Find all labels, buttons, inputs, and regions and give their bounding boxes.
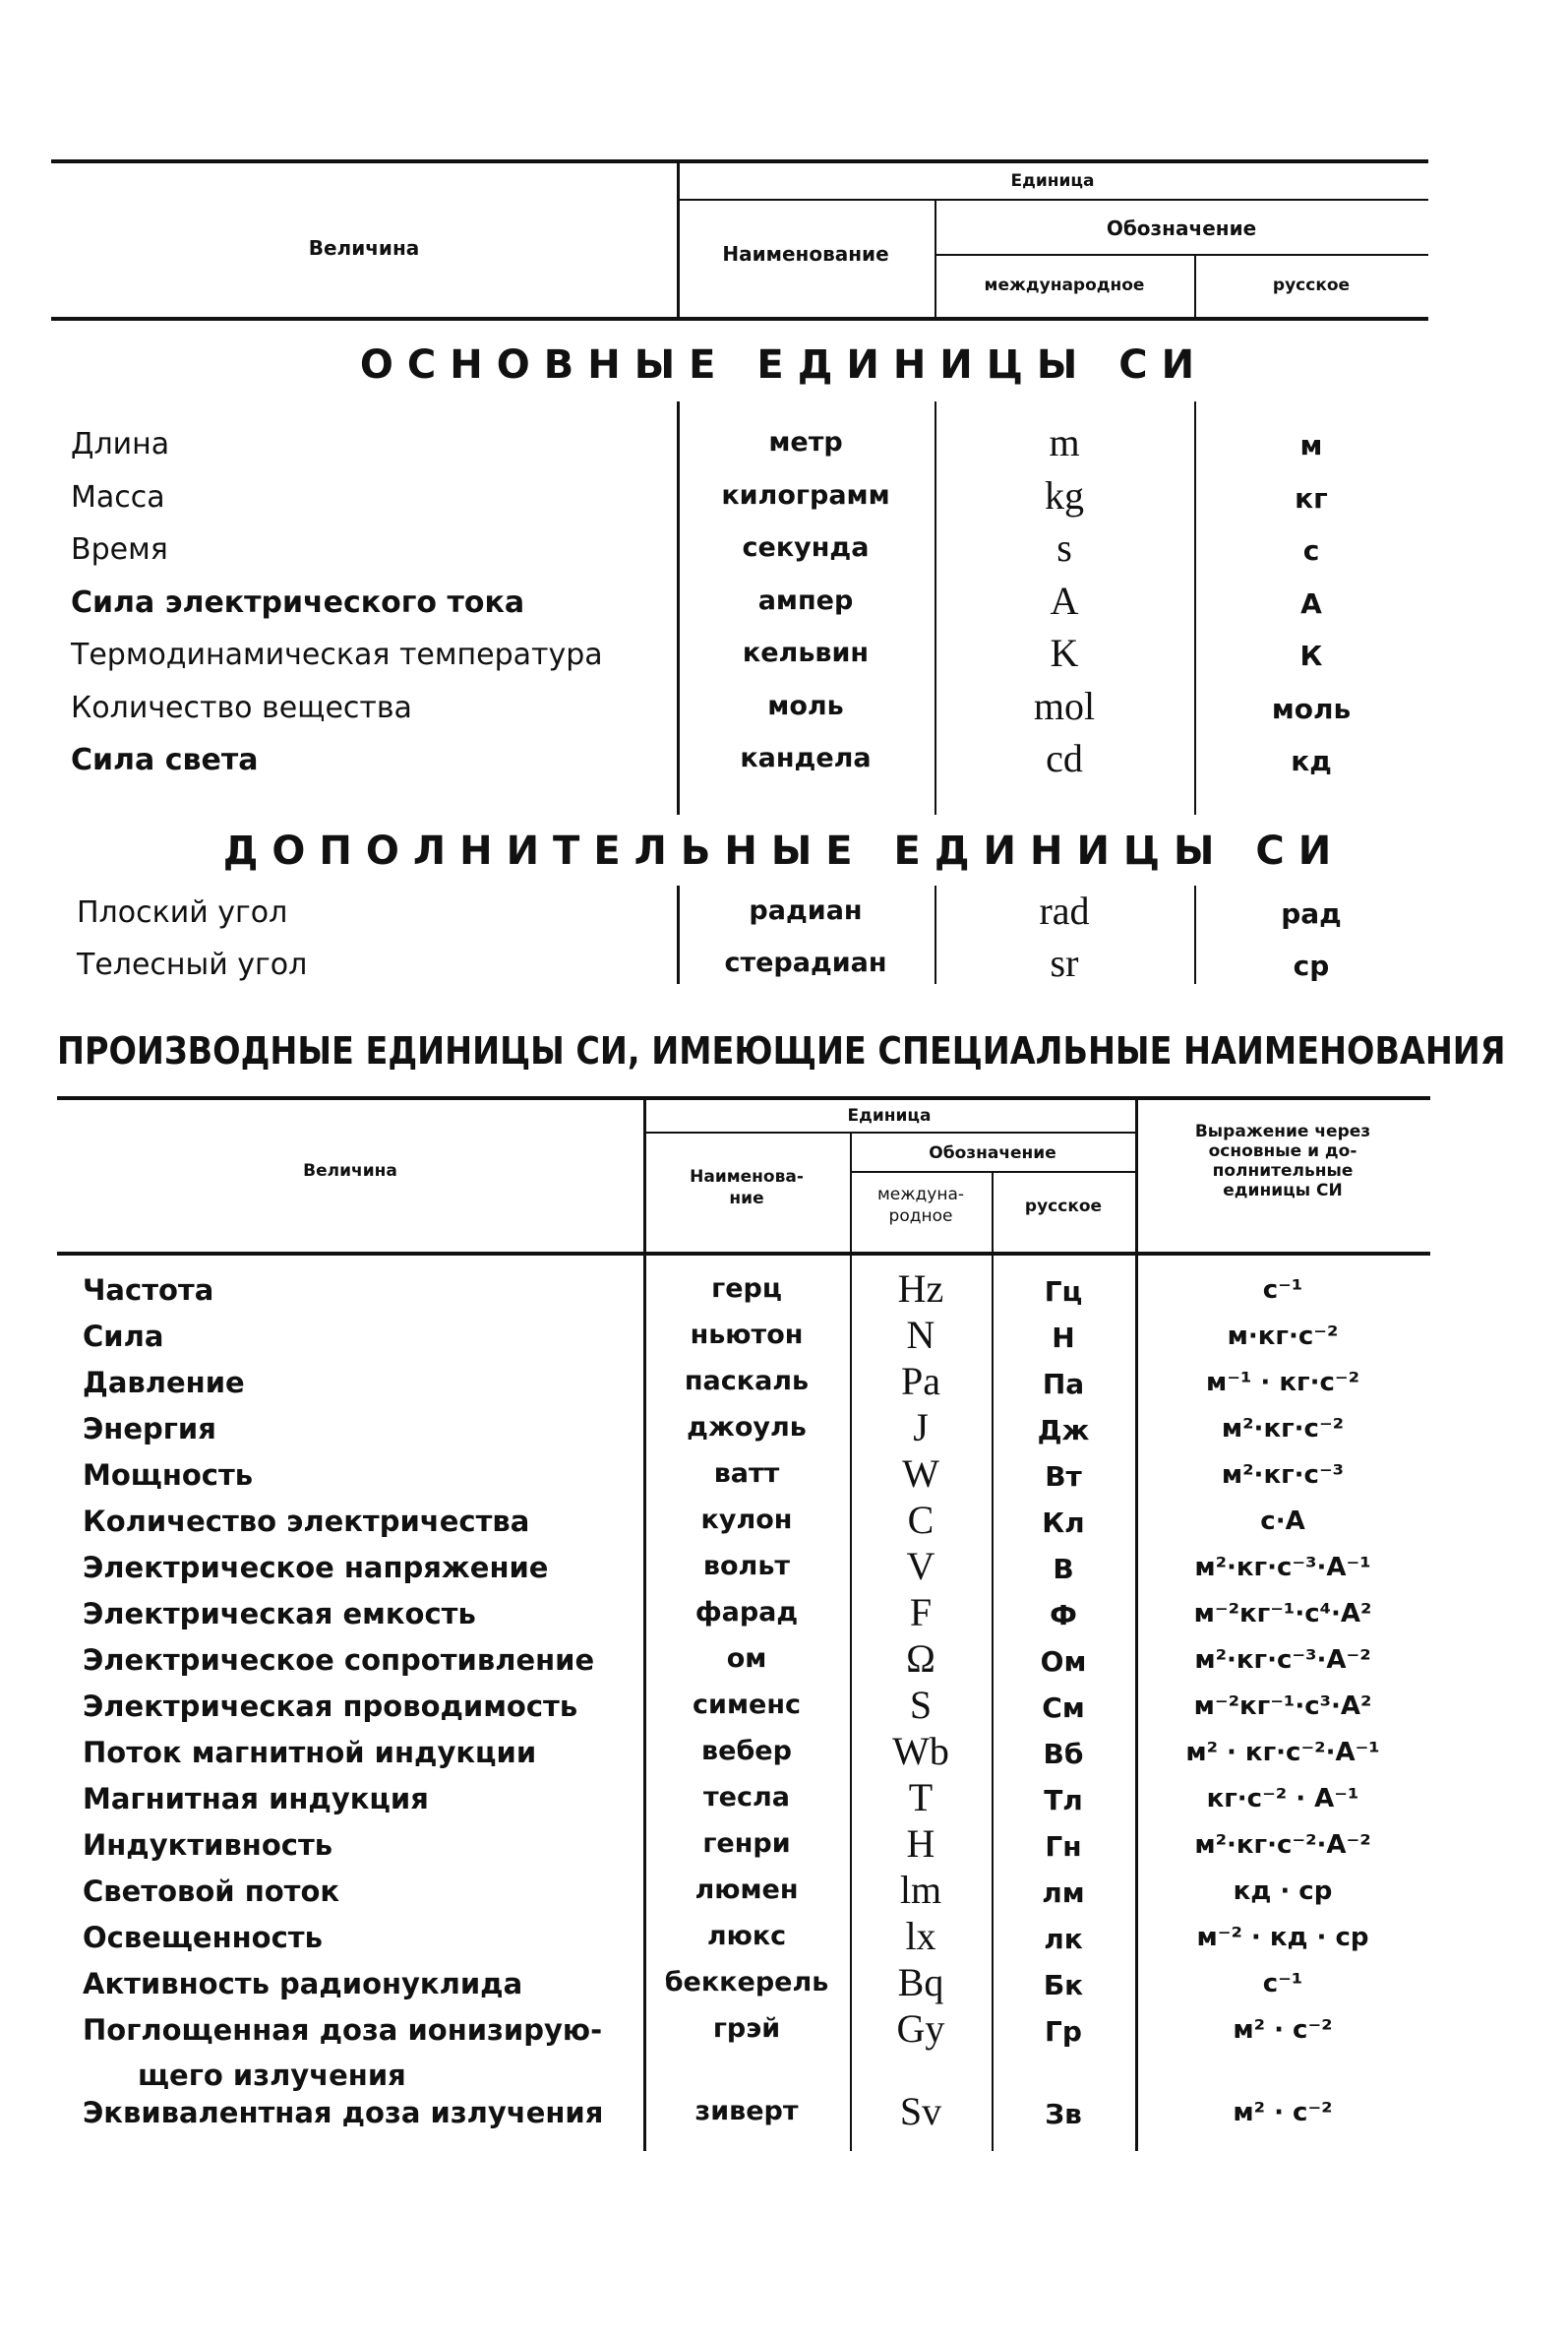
base-row-name: кельвин	[742, 638, 870, 668]
derived-row-intl: Pa	[901, 1359, 940, 1403]
base-row-quantity: Сила света	[71, 743, 259, 777]
derived-row-name: тесла	[703, 1782, 790, 1813]
derived-row-intl: N	[906, 1313, 935, 1357]
derived-row-ru: Н	[1052, 1322, 1075, 1354]
base-row-quantity: Время	[71, 532, 168, 567]
derived-row-ru: Па	[1042, 1368, 1085, 1400]
bottom-header-expr-line3: полнительные	[1212, 1161, 1354, 1181]
base-row-name: килограмм	[721, 480, 890, 511]
derived-row-intl: lm	[899, 1868, 942, 1912]
top-header-unit-rule	[677, 199, 1428, 201]
top-table-top-rule	[51, 159, 1428, 163]
derived-row-expression: м·кг·с⁻²	[1227, 1322, 1339, 1351]
derived-row-quantity: Индуктивность	[83, 1828, 333, 1862]
derived-row-intl: Gy	[896, 2006, 945, 2051]
derived-row-ru: Вт	[1045, 1460, 1082, 1493]
top-header-quantity: Величина	[308, 236, 420, 260]
derived-row-name: сименс	[693, 1690, 801, 1720]
base-row-ru: К	[1299, 640, 1323, 672]
derived-row-quantity: Поток магнитной индукции	[83, 1736, 537, 1769]
bottom-header-unit-rule	[643, 1132, 1135, 1134]
derived-row-name: кулон	[700, 1505, 793, 1535]
derived-row-quantity: Энергия	[83, 1412, 216, 1445]
base-row-ru: кг	[1295, 482, 1328, 515]
derived-row-name: люмен	[694, 1875, 799, 1905]
derived-row-ru: Дж	[1037, 1414, 1090, 1446]
derived-row-name: герц	[711, 1273, 782, 1304]
base-row-quantity: Масса	[71, 480, 165, 515]
derived-row-intl: J	[913, 1405, 929, 1449]
derived-row-ru: Бк	[1043, 1969, 1084, 2001]
derived-row-ru: Гр	[1045, 2015, 1082, 2048]
base-row-intl: A	[1050, 579, 1079, 623]
supplementary-units-title: ДОПОЛНИТЕЛЬНЫЕ ЕДИНИЦЫ СИ	[222, 829, 1346, 874]
top-header-unit: Единица	[1010, 171, 1095, 191]
derived-row-intl: S	[909, 1683, 933, 1727]
base-row-quantity: Количество вещества	[71, 691, 412, 725]
derived-row-expression: м⁻²кг⁻¹·с³·А²	[1193, 1691, 1372, 1721]
base-row-name: метр	[768, 427, 843, 458]
derived-row-intl: V	[906, 1544, 935, 1588]
bottom-header-designation: Обозначение	[929, 1143, 1056, 1163]
derived-row-name: фарад	[694, 1597, 799, 1628]
base-units-title: ОСНОВНЫЕ ЕДИНИЦЫ СИ	[359, 342, 1209, 388]
derived-row-quantity: Эквивалентная доза излучения	[83, 2096, 604, 2129]
derived-row-ru: Тл	[1044, 1784, 1083, 1816]
derived-row-quantity: Сила	[83, 1320, 164, 1353]
derived-row-name: вольт	[702, 1551, 791, 1581]
derived-row-name: беккерель	[664, 1967, 829, 1998]
derived-row-expression: м²·кг·с⁻³·А⁻¹	[1194, 1553, 1371, 1582]
derived-row-expression: м⁻¹ · кг·с⁻²	[1206, 1368, 1359, 1397]
bottom-header-intl-line1: междуна-	[876, 1185, 965, 1204]
derived-row-intl: lx	[905, 1914, 936, 1958]
derived-row-ru: лк	[1044, 1923, 1083, 1955]
derived-row-expression: м²·кг·с⁻²·А⁻²	[1194, 1830, 1371, 1860]
derived-row-intl: W	[902, 1451, 939, 1496]
derived-row-quantity: Электрическое напряжение	[83, 1551, 549, 1584]
base-row-ru: моль	[1271, 693, 1352, 725]
base-row-intl: mol	[1033, 684, 1096, 728]
derived-row-intl: Ω	[906, 1636, 935, 1681]
base-row-name: секунда	[742, 532, 870, 563]
derived-row-quantity: Освещенность	[83, 1921, 323, 1954]
base-row-name: моль	[767, 691, 844, 721]
derived-row-expression: с⁻¹	[1262, 1969, 1303, 1998]
derived-row-name: джоуль	[687, 1412, 807, 1443]
derived-row-name: вебер	[701, 1736, 792, 1766]
derived-row-intl: H	[906, 1821, 935, 1866]
derived-row-expression: м⁻² · кд · ср	[1196, 1923, 1369, 1952]
derived-row-ru: Гн	[1045, 1830, 1082, 1863]
derived-row-expression: м²·кг·с⁻³·А⁻²	[1194, 1645, 1371, 1675]
derived-row-intl: F	[909, 1590, 933, 1634]
base-row-quantity: Длина	[71, 427, 170, 461]
base-row-quantity: Сила электрического тока	[71, 585, 525, 620]
extra-row-quantity: Плоский угол	[77, 895, 288, 930]
derived-row-ru: лм	[1042, 1876, 1085, 1909]
derived-row-expression: м² · с⁻²	[1233, 2015, 1333, 2045]
derived-row-ru: Гц	[1044, 1275, 1083, 1308]
extra-row-intl: rad	[1039, 889, 1090, 933]
bottom-header-expr-line4: единицы СИ	[1223, 1181, 1343, 1200]
derived-row-name: ом	[726, 1643, 767, 1674]
top-header-name: Наименование	[722, 242, 889, 266]
derived-row-ru: См	[1042, 1691, 1085, 1724]
derived-row-ru: Кл	[1042, 1506, 1085, 1539]
derived-row-quantity: Магнитная индукция	[83, 1782, 429, 1815]
derived-row-quantity: Электрическая емкость	[83, 1597, 476, 1630]
top-header-russian: русское	[1272, 276, 1351, 295]
base-row-ru: А	[1300, 587, 1322, 620]
base-row-ru: с	[1302, 534, 1320, 567]
derived-row-name: зиверт	[694, 2096, 799, 2126]
derived-row-expression: м²·кг·с⁻²	[1221, 1414, 1345, 1444]
derived-row-intl: Bq	[897, 1960, 944, 2004]
top-header-international: международное	[984, 276, 1145, 295]
bottom-table-header-bottom-rule	[57, 1252, 1430, 1256]
base-row-ru: кд	[1291, 745, 1332, 777]
bottom-table-top-rule	[57, 1096, 1430, 1100]
derived-row-intl: C	[907, 1498, 935, 1542]
extra-row-name: стерадиан	[724, 948, 887, 978]
bottom-header-russian: русское	[1024, 1197, 1103, 1216]
derived-row-quantity: Поглощенная доза ионизирую-	[83, 2013, 603, 2047]
bottom-header-expr-line2: основные и до-	[1208, 1141, 1357, 1161]
derived-row-intl: Hz	[897, 1266, 944, 1311]
extra-row-name: радиан	[749, 895, 863, 926]
base-row-name: кандела	[740, 743, 872, 773]
bottom-header-quantity: Величина	[303, 1161, 397, 1181]
derived-row-quantity: Световой поток	[83, 1875, 340, 1908]
derived-row-name: ньютон	[690, 1320, 804, 1350]
derived-row-quantity: Частота	[83, 1273, 214, 1307]
derived-row-quantity: Электрическое сопротивление	[83, 1643, 595, 1677]
top-header-designation: Обозначение	[1106, 216, 1257, 240]
base-row-quantity: Термодинамическая температура	[71, 638, 603, 672]
base-row-name: ампер	[757, 585, 854, 616]
derived-row-name: паскаль	[684, 1366, 810, 1396]
extra-row-intl: sr	[1050, 941, 1079, 985]
bottom-header-unit: Единица	[847, 1106, 932, 1126]
extra-row-quantity: Телесный угол	[77, 948, 308, 982]
derived-row-quantity: Мощность	[83, 1458, 254, 1492]
derived-row-expression: с·А	[1260, 1506, 1305, 1536]
bottom-header-intl-line2: родное	[888, 1206, 953, 1226]
derived-row-intl: Wb	[892, 1729, 949, 1773]
base-row-intl: m	[1049, 420, 1080, 464]
base-row-ru: м	[1299, 429, 1323, 461]
derived-units-title: ПРОИЗВОДНЫЕ ЕДИНИЦЫ СИ, ИМЕЮЩИЕ СПЕЦИАЛЬНЫЕ НАИМЕНОВАНИЯ	[57, 1029, 1506, 1073]
base-row-intl: cd	[1046, 736, 1083, 780]
derived-row-ru: Вб	[1043, 1738, 1084, 1770]
extra-row-ru: рад	[1281, 897, 1342, 930]
derived-row-name: ватт	[713, 1458, 780, 1489]
derived-row-quantity: Давление	[83, 1366, 245, 1399]
bottom-header-name-line1: Наименова-	[690, 1167, 804, 1187]
derived-row-ru: Ф	[1050, 1599, 1077, 1631]
derived-row-intl: Sv	[899, 2089, 942, 2133]
base-row-intl: K	[1050, 631, 1079, 675]
derived-row-ru: Зв	[1045, 2098, 1082, 2130]
derived-row-name: грэй	[712, 2013, 781, 2044]
derived-row-expression: м⁻²кг⁻¹·с⁴·А²	[1193, 1599, 1372, 1629]
derived-row-quantity: Электрическая проводимость	[83, 1690, 578, 1723]
extra-row-ru: ср	[1293, 950, 1330, 982]
top-table-header-bottom-rule	[51, 317, 1428, 321]
derived-row-quantity: Количество электричества	[83, 1505, 530, 1538]
derived-row-ru: Ом	[1040, 1645, 1087, 1678]
bottom-header-name-line2: ние	[729, 1189, 764, 1208]
base-row-intl: s	[1056, 525, 1072, 570]
base-row-intl: kg	[1045, 473, 1084, 518]
derived-row-expression: кг·с⁻² · А⁻¹	[1206, 1784, 1359, 1813]
derived-row-quantity: Активность радионуклида	[83, 1967, 523, 2000]
derived-row-name: генри	[702, 1828, 791, 1859]
derived-row-expression: м² · кг·с⁻²·А⁻¹	[1185, 1738, 1380, 1767]
derived-row-expression: м² · с⁻²	[1233, 2098, 1333, 2127]
bottom-header-expr-line1: Выражение через	[1194, 1122, 1371, 1141]
derived-row-ru: В	[1053, 1553, 1074, 1585]
derived-row-expression: м²·кг·с⁻³	[1221, 1460, 1345, 1490]
derived-row-intl: T	[908, 1775, 934, 1819]
derived-row-name: люкс	[706, 1921, 787, 1951]
derived-row-expression: кд · ср	[1233, 1876, 1333, 1906]
derived-row-expression: с⁻¹	[1262, 1275, 1303, 1305]
top-header-designation-rule	[935, 254, 1428, 256]
derived-row-quantity-cont: щего излучения	[138, 2059, 406, 2092]
